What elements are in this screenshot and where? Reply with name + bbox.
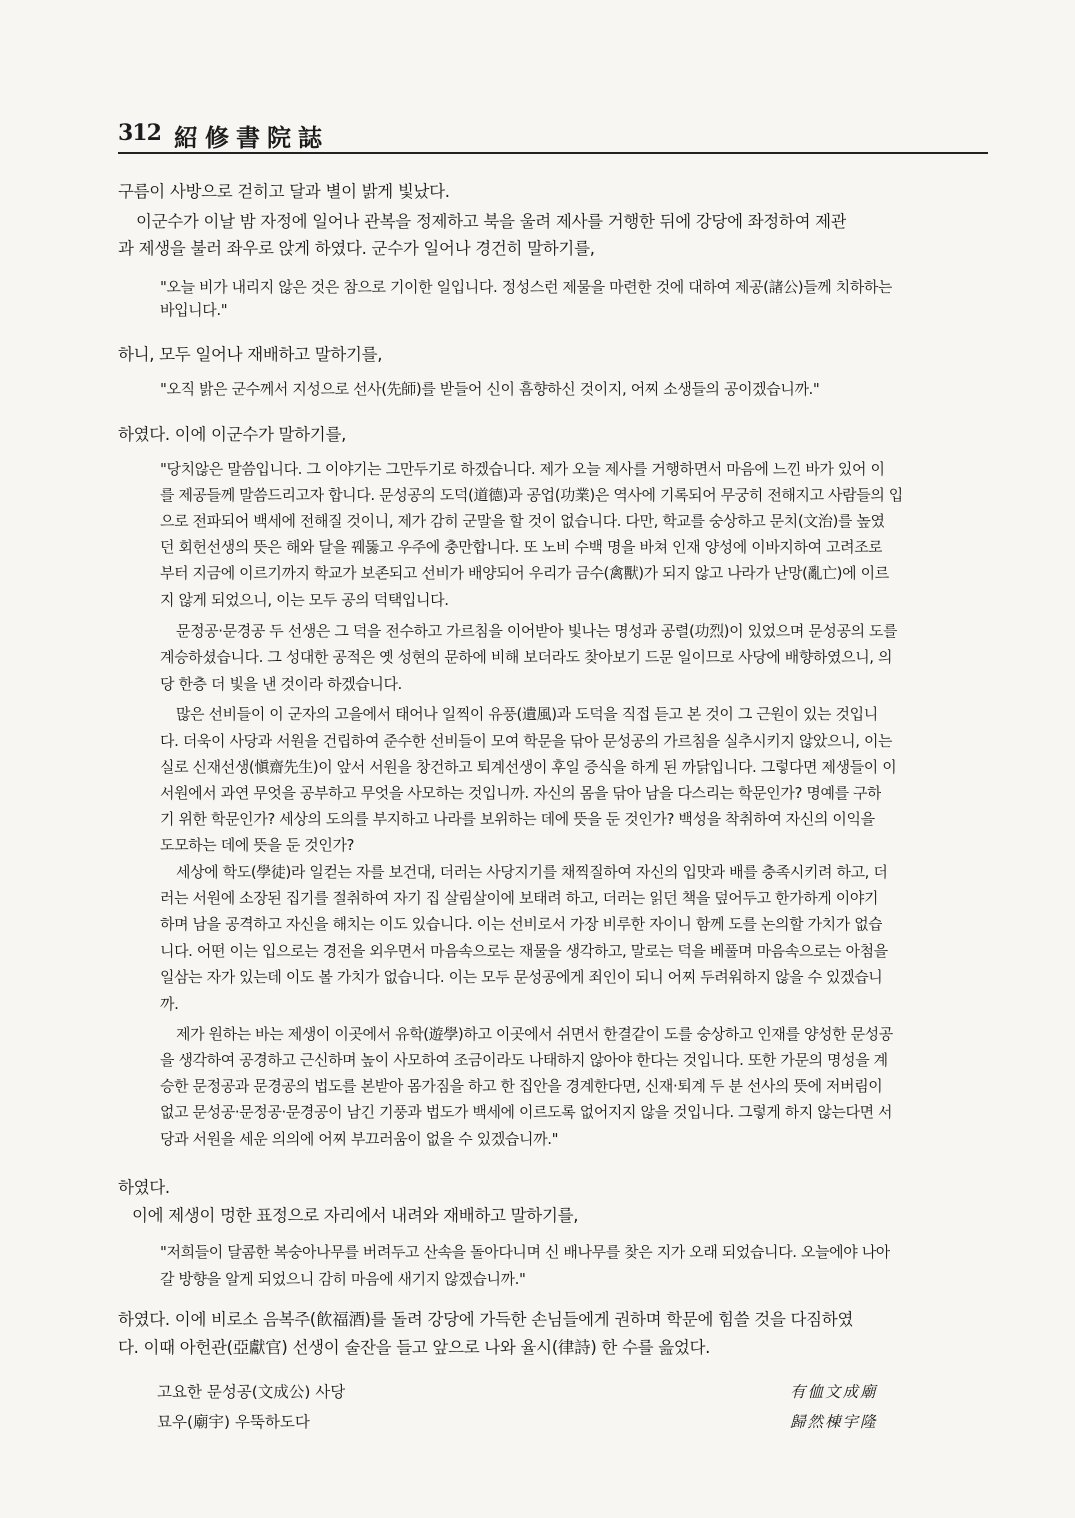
- poem-line: 묘우(廟宇) 우뚝하도다: [157, 1413, 310, 1431]
- text-line: 이군수가 이날 밤 자정에 일어나 관복을 정제하고 북을 울려 제사를 거행한 뒤에 강당에 좌정하여 제관: [136, 212, 847, 231]
- quote-line: 를 제공들께 말씀드리고자 합니다. 문성공의 도덕(道德)과 공업(功業)은 역사에 기록되어 무궁히 전해지고 사람들의 입: [160, 486, 903, 504]
- book-title: 紹修書院誌: [174, 123, 329, 152]
- quote-line: 갈 방향을 알게 되었으니 감히 마음에 새기지 않겠습니까.": [160, 1270, 526, 1288]
- quote-line: 기 위한 학문인가? 세상의 도의를 부지하고 나라를 보위하는 데에 뜻을 둔 것인가? 백성을 착취하여 자신의 이익을: [160, 810, 875, 828]
- quote-line: 문정공·문경공 두 선생은 그 덕을 전수하고 가르침을 이어받아 빛나는 명성과 공렬(功烈)이 있었으며 문성공의 도를: [176, 622, 898, 640]
- poem-korean: [157, 1377, 345, 1437]
- text-line: 다. 이때 아헌관(亞獻官) 선생이 술잔을 들고 앞으로 나와 율시(律詩) 한 수를 읊었다.: [118, 1338, 711, 1357]
- quote-line: 부터 지금에 이르기까지 학교가 보존되고 선비가 배양되어 우리가 금수(禽獸)가 되지 않고 나라가 난망(亂亡)에 이르: [160, 564, 889, 582]
- quote-line: 하며 남을 공격하고 자신을 해치는 이도 있습니다. 이는 선비로서 가장 비루한 자이니 함께 도를 논의할 가치가 없습: [160, 915, 883, 933]
- page-number: 312: [118, 120, 161, 146]
- quote-line: 바입니다.": [160, 301, 228, 319]
- quote-line: 승한 문정공과 문경공의 법도를 본받아 몸가짐을 하고 한 집안을 경계한다면, 신재·퇴계 두 분 선사의 뜻에 저버림이: [160, 1077, 883, 1095]
- quote-line: 지 않게 되었으니, 이는 모두 공의 덕택입니다.: [160, 591, 449, 609]
- poem-line: 有侐文成廟: [790, 1383, 878, 1401]
- quote-line: 당 한층 더 빛을 낸 것이라 하겠습니다.: [160, 675, 402, 693]
- text-line: 이에 제생이 멍한 표정으로 자리에서 내려와 재배하고 말하기를,: [132, 1206, 579, 1225]
- text-line: 하니, 모두 일어나 재배하고 말하기를,: [118, 345, 383, 364]
- quote-line: 제가 원하는 바는 제생이 이곳에서 유학(遊學)하고 이곳에서 쉬면서 한결같이 도를 숭상하고 인재를 양성한 문성공: [176, 1025, 893, 1043]
- quote-line: "오늘 비가 내리지 않은 것은 참으로 기이한 일입니다. 정성스런 제물을 마련한 것에 대하여 제공(諸公)들께 치하하는: [160, 278, 893, 296]
- quote-line: "당치않은 말씀입니다. 그 이야기는 그만두기로 하겠습니다. 제가 오늘 제사를 거행하면서 마음에 느낀 바가 있어 이: [160, 460, 885, 478]
- quote-line: 일삼는 자가 있는데 이도 볼 가치가 없습니다. 이는 모두 문성공에게 죄인이 되니 어찌 두려워하지 않을 수 있겠습니: [160, 968, 883, 986]
- text-line: 하였다.: [118, 1178, 170, 1197]
- quote-line: 다. 더욱이 사당과 서원을 건립하여 준수한 선비들이 모여 학문을 닦아 문성공의 가르침을 실추시키지 않았으니, 이는: [160, 732, 893, 750]
- quote-line: 을 생각하여 공경하고 근신하며 높이 사모하여 조금이라도 나태하지 않아야 한다는 것입니다. 또한 가문의 명성을 계: [160, 1051, 888, 1069]
- quote-line: 까.: [160, 995, 179, 1013]
- quote-line: 계승하셨습니다. 그 성대한 공적은 옛 성현의 문하에 비해 보더라도 찾아보기 드문 일이므로 사당에 배향하였으니, 의: [160, 648, 893, 666]
- quote-line: 서원에서 과연 무엇을 공부하고 무엇을 사모하는 것입니까. 자신의 몸을 닦아 남을 다스리는 학문인가? 명예를 구하: [160, 784, 882, 802]
- quote-line: 도모하는 데에 뜻을 둔 것인가?: [160, 836, 355, 854]
- quote-line: 니다. 어떤 이는 입으로는 경전을 외우면서 마음속으로는 재물을 생각하고, 말로는 덕을 베풀며 마음속으로는 아첨을: [160, 942, 888, 960]
- quote-line: 당과 서원을 세운 의의에 어찌 부끄러움이 없을 수 있겠습니까.": [160, 1130, 559, 1148]
- quote-line: 러는 서원에 소장된 집기를 절취하여 자기 집 살림살이에 보태려 하고, 더러는 읽던 책을 덮어두고 한가하게 이야기: [160, 889, 879, 907]
- quote-line: 실로 신재선생(愼齋先生)이 앞서 서원을 창건하고 퇴계선생이 후일 증식을 하게 된 까닭입니다. 그렇다면 제생들이 이: [160, 758, 897, 776]
- text-line: 과 제생을 불러 좌우로 앉게 하였다. 군수가 일어나 경건히 말하기를,: [118, 239, 595, 258]
- quote-line: 많은 선비들이 이 군자의 고을에서 태어나 일찍이 유풍(遺風)과 도덕을 직접 듣고 본 것이 그 근원이 있는 것입니: [176, 705, 878, 723]
- poem-hanja: [790, 1377, 878, 1437]
- quote-line: 으로 전파되어 백세에 전해질 것이니, 제가 감히 군말을 할 것이 없습니다. 다만, 학교를 숭상하고 문치(文治)를 높였: [160, 512, 885, 530]
- quote-line: 던 회헌선생의 뜻은 해와 달을 꿰뚫고 우주에 충만합니다. 또 노비 수백 명을 바쳐 인재 양성에 이바지하여 고려조로: [160, 538, 883, 556]
- quote-line: 세상에 학도(學徒)라 일컫는 자를 보건대, 더러는 사당지기를 채찍질하여 자신의 입맛과 배를 충족시키려 하고, 더: [176, 863, 888, 881]
- page-header: [118, 116, 988, 154]
- quote-line: "오직 밝은 군수께서 지성으로 선사(先師)를 받들어 신이 흠향하신 것이지, 어찌 소생들의 공이겠습니까.": [160, 380, 820, 398]
- quote-line: 없고 문성공·문정공·문경공이 남긴 기풍과 법도가 백세에 이르도록 없어지지 않을 것입니다. 그렇게 하지 않는다면 서: [160, 1103, 893, 1121]
- text-line: 구름이 사방으로 걷히고 달과 별이 밝게 빛났다.: [118, 182, 450, 201]
- poem-line: 고요한 문성공(文成公) 사당: [157, 1383, 346, 1401]
- text-line: 하였다. 이에 비로소 음복주(飮福酒)를 돌려 강당에 가득한 손님들에게 권하며 학문에 힘쓸 것을 다짐하였: [118, 1310, 854, 1329]
- poem-line: 歸然棟宇隆: [790, 1413, 878, 1431]
- text-line: 하였다. 이에 이군수가 말하기를,: [118, 425, 347, 444]
- quote-line: "저희들이 달콤한 복숭아나무를 버려두고 산속을 돌아다니며 신 배나무를 찾은 지가 오래 되었습니다. 오늘에야 나아: [160, 1243, 890, 1261]
